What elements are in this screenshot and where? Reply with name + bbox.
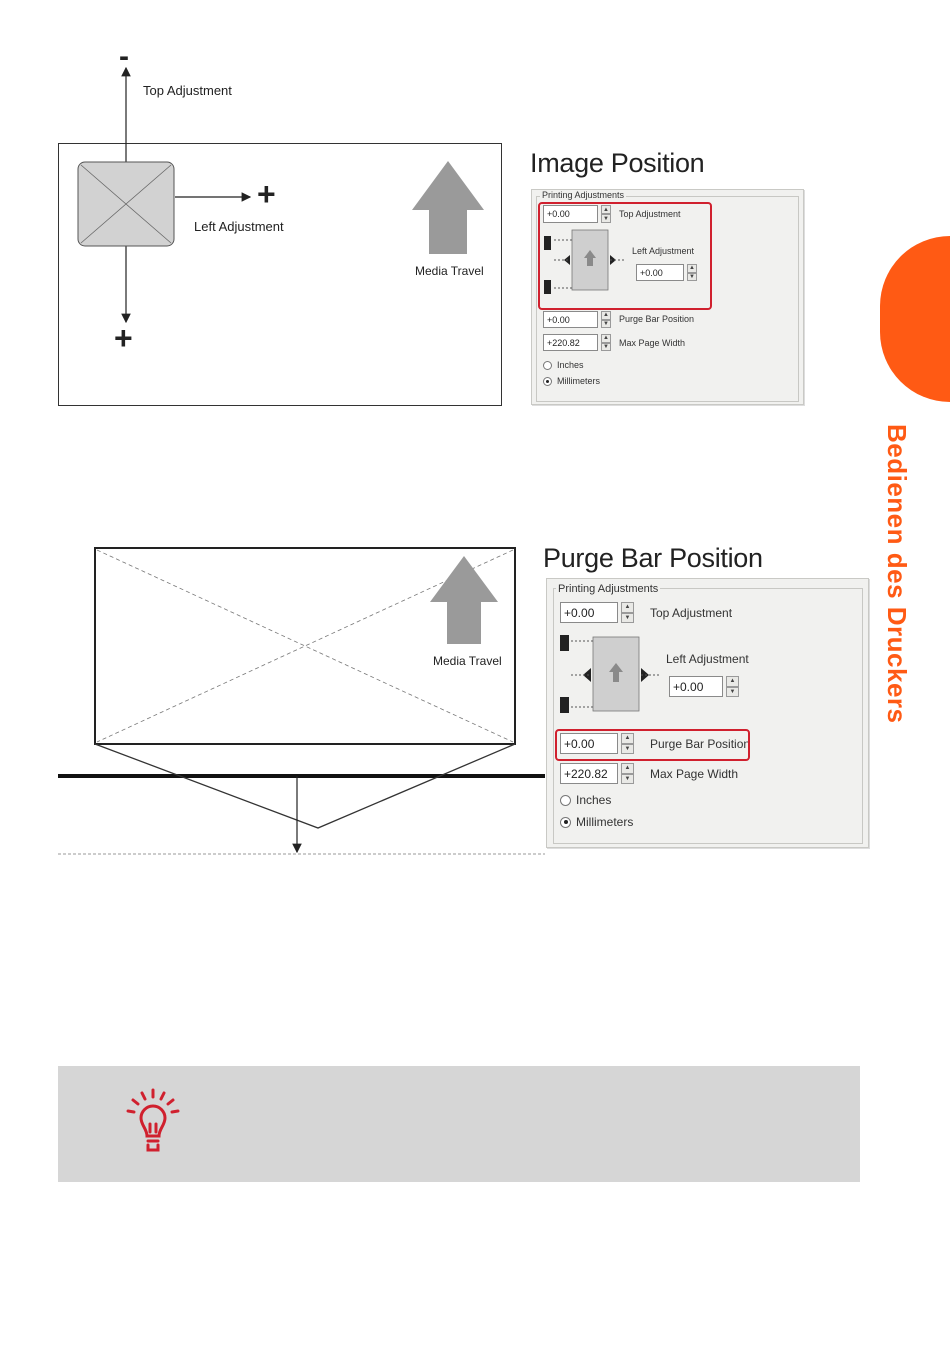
- media-travel-label-2: Media Travel: [433, 654, 502, 668]
- spin-down-icon[interactable]: ▼: [621, 613, 634, 624]
- inches-radio-2[interactable]: Inches: [560, 793, 611, 807]
- purge-bar-highlight: [555, 729, 750, 761]
- top-adjustment-input-2[interactable]: [560, 602, 618, 623]
- spin-up-icon[interactable]: ▲: [726, 676, 739, 687]
- spin-down-icon[interactable]: ▼: [726, 687, 739, 698]
- purge-bar-input[interactable]: [543, 311, 598, 328]
- media-travel-arrow: [412, 161, 484, 254]
- spin-down-icon[interactable]: ▼: [621, 774, 634, 785]
- left-adjustment-spinner-2[interactable]: [669, 676, 739, 697]
- minus-sign: -: [119, 40, 129, 73]
- left-adjustment-field-label: Left Adjustment: [632, 246, 695, 256]
- spin-up-icon[interactable]: ▲: [601, 334, 611, 343]
- page-position-graphic-2: [557, 631, 667, 721]
- max-page-width-spinner-2[interactable]: [560, 763, 634, 784]
- chapter-tab: [880, 236, 950, 402]
- max-page-width-field-label: Max Page Width: [619, 338, 686, 348]
- purge-bar-diagram: [0, 530, 560, 870]
- top-adjustment-field-label: Top Adjustment: [619, 209, 681, 219]
- image-position-highlight: [538, 202, 712, 310]
- millimeters-radio-2[interactable]: Millimeters: [560, 815, 633, 829]
- image-position-panel: [531, 189, 804, 405]
- tip-box: [58, 1066, 860, 1182]
- group-title-2: Printing Adjustments: [558, 583, 659, 595]
- spin-down-icon[interactable]: ▼: [687, 273, 697, 282]
- spin-down-icon[interactable]: ▼: [621, 744, 634, 755]
- group-title: Printing Adjustments: [542, 190, 625, 200]
- top-adjustment-label: Top Adjustment: [143, 83, 232, 98]
- left-adjustment-field-label-2: Left Adjustment: [666, 652, 749, 666]
- plus-sign-right: +: [257, 176, 276, 212]
- spin-down-icon[interactable]: ▼: [601, 214, 611, 223]
- spin-up-icon[interactable]: ▲: [687, 264, 697, 273]
- left-adjustment-label: Left Adjustment: [194, 219, 284, 234]
- spin-up-icon[interactable]: ▲: [621, 763, 634, 774]
- spin-down-icon[interactable]: ▼: [601, 320, 611, 329]
- spin-down-icon[interactable]: ▼: [601, 343, 611, 352]
- purge-bar-field-label: Purge Bar Position: [619, 314, 695, 324]
- top-adjustment-field-label-2: Top Adjustment: [650, 606, 733, 620]
- media-travel-label: Media Travel: [415, 264, 484, 278]
- millimeters-radio[interactable]: Millimeters: [543, 376, 600, 386]
- spin-up-icon[interactable]: ▲: [621, 733, 634, 744]
- max-page-width-input[interactable]: [543, 334, 598, 351]
- spin-up-icon[interactable]: ▲: [601, 311, 611, 320]
- purge-bar-panel: [546, 578, 869, 848]
- left-adjustment-input-2[interactable]: [669, 676, 723, 697]
- image-position-title: Image Position: [530, 148, 705, 178]
- purge-bar-spinner[interactable]: [543, 311, 611, 328]
- inches-radio[interactable]: Inches: [543, 360, 584, 370]
- purge-bar-title: Purge Bar Position: [543, 543, 763, 573]
- max-page-width-field-label-2: Max Page Width: [650, 767, 739, 781]
- max-page-width-input-2[interactable]: [560, 763, 618, 784]
- max-page-width-spinner[interactable]: [543, 334, 611, 351]
- spin-up-icon[interactable]: ▲: [621, 602, 634, 613]
- purge-bar-field-label-2: Purge Bar Position: [650, 737, 751, 751]
- plus-sign-bottom: +: [114, 320, 133, 356]
- spin-up-icon[interactable]: ▲: [601, 205, 611, 214]
- top-adjustment-spinner-2[interactable]: [560, 602, 634, 623]
- section-title: Bedienen des Druckers: [882, 424, 912, 724]
- lightbulb-icon: [122, 1086, 184, 1156]
